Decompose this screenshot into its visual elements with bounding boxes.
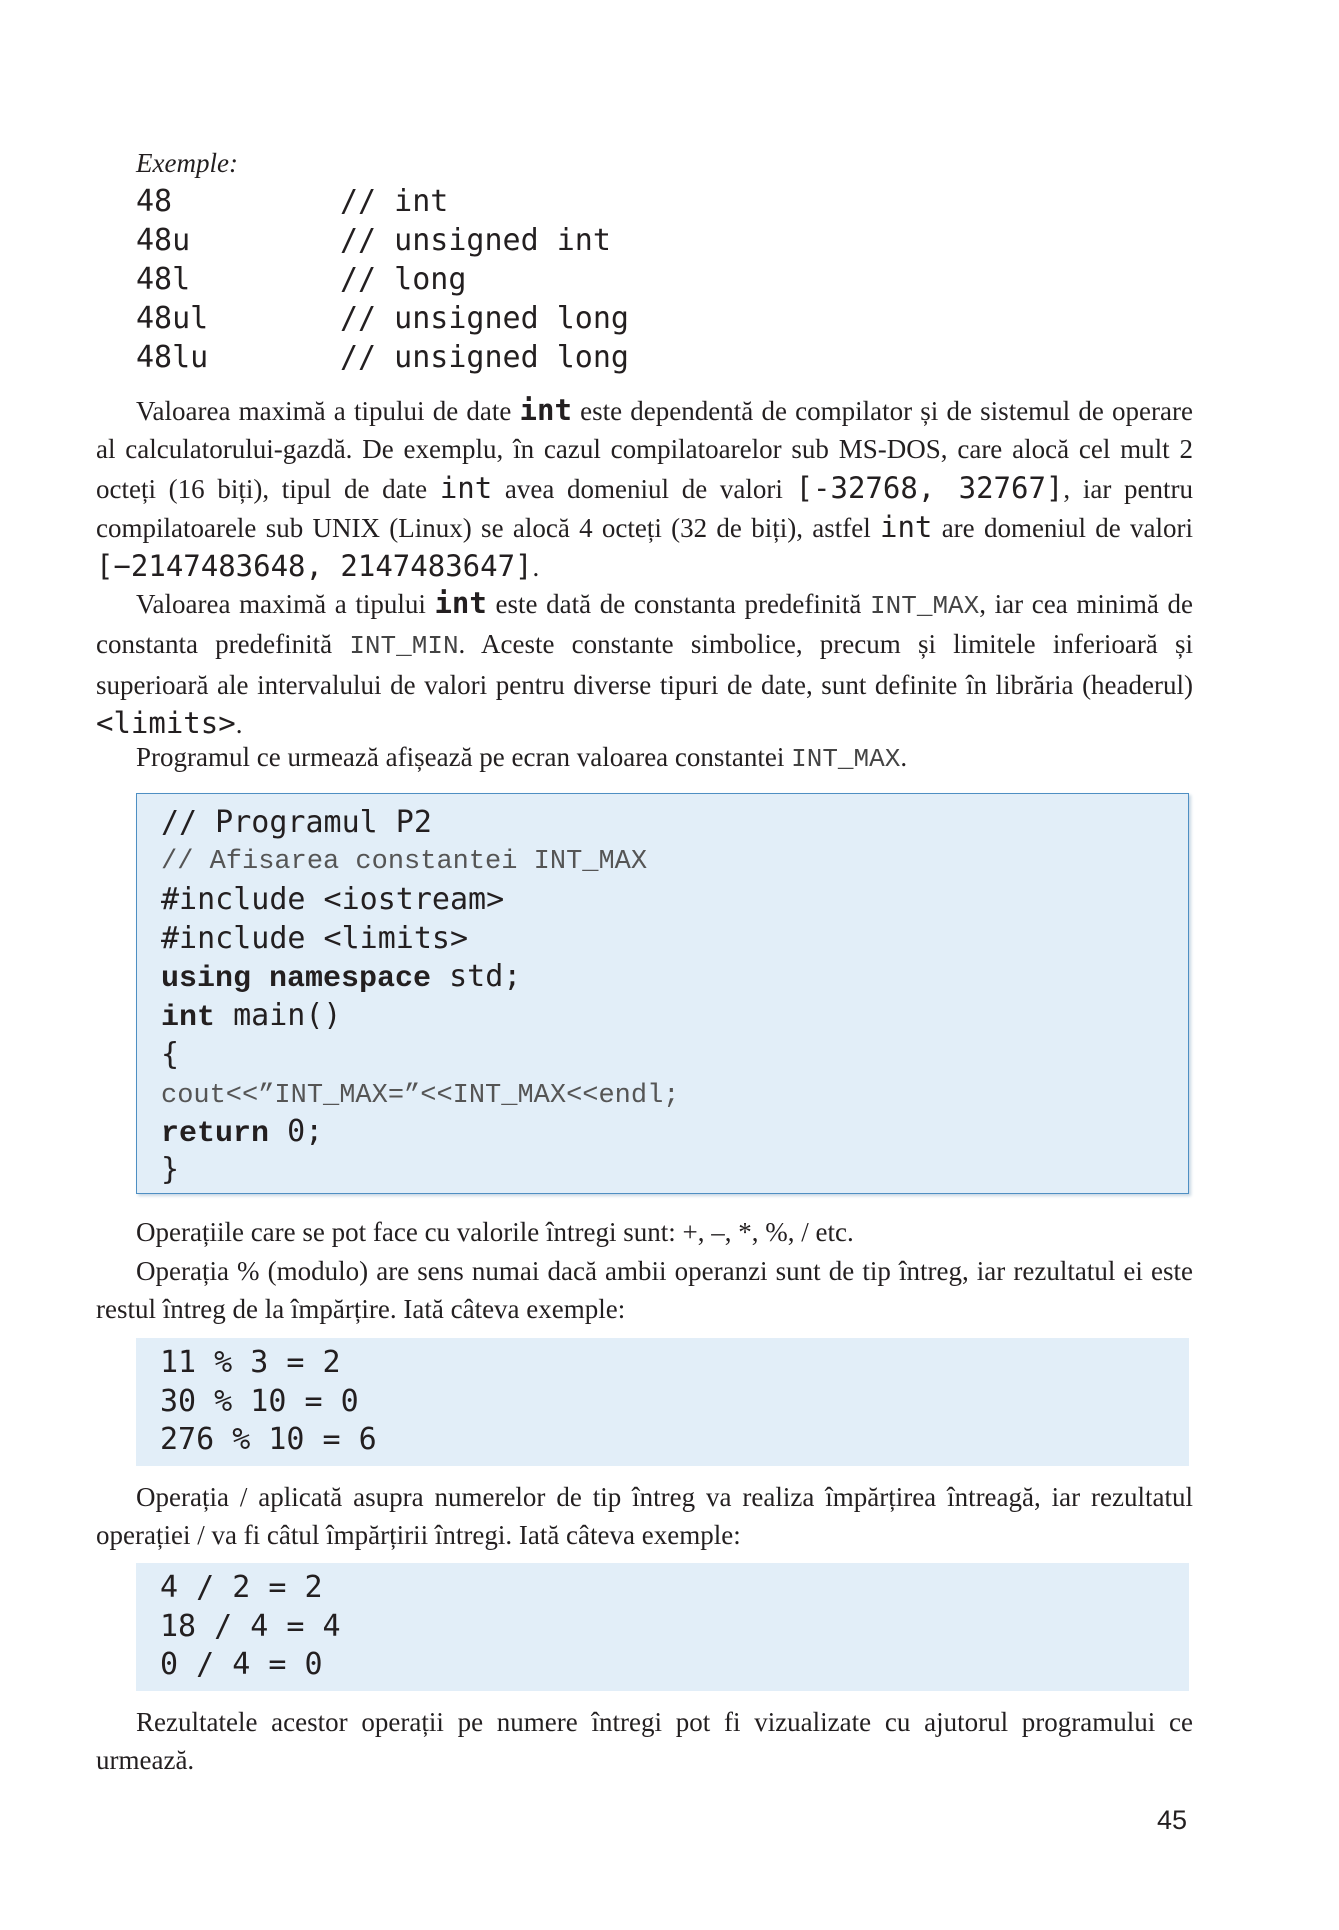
paragraph-results — [96, 1703, 1193, 1780]
paragraph-modulo — [96, 1252, 1193, 1329]
text-run: Operația % (modulo) are sens numai dacă ambii operanzi sunt de tip întreg, iar rezultatul ei este restul întreg de la împărțire. Iată câteva exemple: — [96, 1256, 1193, 1325]
inline-code: <limits> — [96, 705, 236, 740]
code-line — [161, 1113, 679, 1152]
inline-constant: INT_MAX — [870, 591, 980, 621]
example-line: 0 / 4 = 0 — [160, 1647, 323, 1683]
examples-label: Exemple: — [136, 148, 238, 178]
literal-code: 48 — [136, 184, 173, 219]
inline-constant: INT_MIN — [349, 631, 459, 662]
code-line — [161, 997, 679, 1036]
text-run: , iar cea minimă de constanta predefinită — [96, 589, 1193, 660]
example-line: 18 / 4 = 4 — [160, 1608, 341, 1644]
inline-code: int — [439, 470, 493, 505]
text-run: Valoarea maximă a tipului — [136, 589, 435, 619]
page-number: 45 — [1157, 1805, 1188, 1835]
paragraph-int-max — [96, 584, 1193, 743]
text-run: are domeniul de valori — [932, 512, 1193, 543]
literal-comment: // unsigned long — [340, 340, 629, 375]
paragraph-operations — [96, 1213, 1193, 1251]
literal-code: 48lu — [136, 340, 209, 375]
program-code-box — [136, 793, 1189, 1194]
example-line: 30 % 10 = 0 — [160, 1383, 359, 1419]
text-run: Operația / aplicată asupra numerelor de tip întreg va realiza împărțirea întreagă, iar rezultatul operației / va fi câtul împărțirii întregi. Iată câteva exemple: — [96, 1482, 1193, 1551]
code-keyword: using namespace — [161, 962, 432, 997]
code-line: } — [161, 1152, 180, 1188]
code-keyword: return — [161, 1116, 270, 1151]
text-run: . — [532, 552, 540, 583]
modulo-examples-box — [136, 1338, 1189, 1466]
code-text: 0; — [269, 1113, 324, 1149]
text-run: este dată de constanta predefinită — [486, 589, 871, 619]
code-line: #include <iostream> — [161, 882, 505, 918]
literal-example-row — [136, 338, 776, 377]
paragraph-program-intro — [96, 738, 1193, 778]
literal-comment: // long — [340, 262, 467, 297]
text-run: Programul ce urmează afișează pe ecran valoarea constantei — [136, 742, 792, 772]
program-code — [161, 804, 679, 1190]
code-line — [161, 958, 679, 997]
text-run: , iar pentru compilatoarele sub UNIX (Linux) se alocă 4 octeți (32 de biți), astfel — [96, 473, 1193, 543]
code-text: main() — [215, 997, 342, 1033]
inline-keyword: int — [519, 393, 572, 427]
literal-example-row — [136, 182, 776, 221]
literal-example-row — [136, 221, 776, 260]
inline-code: [-32768, 32767] — [795, 470, 1064, 505]
text-run: . — [900, 742, 908, 772]
code-line: { — [161, 1036, 180, 1072]
text-run: Valoarea maximă a tipului de date — [136, 396, 520, 426]
literal-comment: // unsigned long — [340, 301, 629, 336]
inline-code: [−2147483648, 2147483647] — [96, 549, 533, 584]
text-run: . Aceste constante simbolice, precum și limitele inferioară și superioară ale intervalului de valori pentru diverse tipuri de date, sunt definite în librăria (headerul) — [96, 629, 1194, 700]
code-keyword: int — [161, 1000, 216, 1035]
inline-keyword: int — [434, 586, 487, 620]
division-examples-box — [136, 1563, 1189, 1691]
division-examples — [160, 1569, 341, 1685]
literal-code: 48u — [136, 223, 191, 258]
literal-code: 48ul — [136, 301, 209, 336]
example-line: 4 / 2 = 2 — [160, 1570, 323, 1605]
text-run: . — [235, 708, 243, 739]
code-line: #include <limits> — [161, 920, 469, 956]
modulo-examples — [160, 1344, 377, 1460]
text-run: Rezultatele acestor operații pe numere întregi pot fi vizualizate cu ajutorul programului ce urmează. — [96, 1707, 1193, 1776]
text-run: este dependentă de compilator și de sistemul de operare al calculatorului-gazdă. De exemplu, în cazul compilatoarelor sub MS-DOS, care alocă cel mult 2 octeți (16 biți), tipul de date — [96, 396, 1193, 504]
code-line: // Programul P2 — [161, 805, 432, 840]
paragraph-division — [96, 1478, 1193, 1555]
example-line: 11 % 3 = 2 — [160, 1345, 341, 1380]
inline-constant: INT_MAX — [791, 744, 901, 774]
paragraph-int-range — [96, 391, 1193, 586]
inline-code: int — [880, 509, 933, 544]
code-line — [161, 1074, 679, 1113]
code-text: cout<<”INT_MAX=”<<INT_MAX<<endl; — [161, 1081, 680, 1112]
code-text: std; — [431, 959, 522, 995]
code-line: // Afisarea constantei INT_MAX — [161, 846, 648, 877]
text-run: Operațiile care se pot face cu valorile întregi sunt: +, –, *, %, / etc. — [136, 1217, 854, 1247]
text-run: avea domeniul de valori — [492, 473, 796, 504]
literal-example-row — [136, 299, 776, 338]
literal-comment: // unsigned int — [340, 223, 611, 258]
literal-code: 48l — [136, 262, 191, 297]
example-line: 276 % 10 = 6 — [160, 1422, 377, 1458]
literal-examples-list — [136, 182, 776, 377]
literal-comment: // int — [340, 184, 449, 219]
literal-example-row — [136, 260, 776, 299]
